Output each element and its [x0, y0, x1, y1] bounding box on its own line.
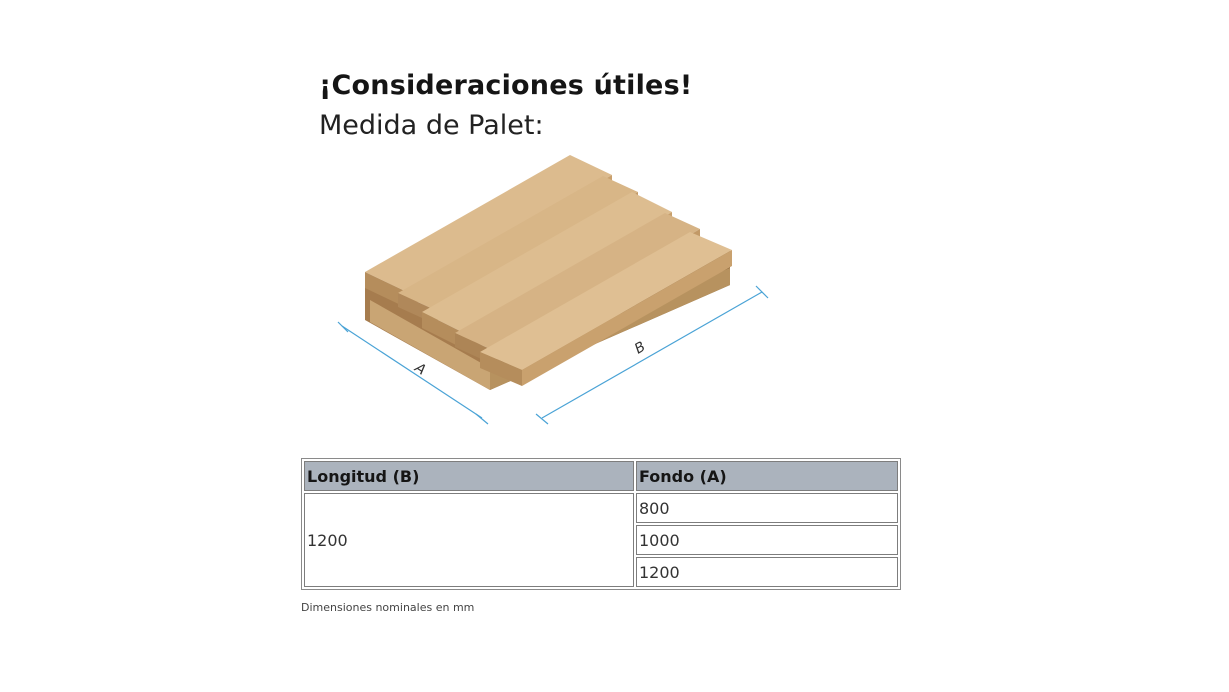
- cell-fondo-2: 1000: [636, 525, 898, 555]
- cell-fondo-1: 800: [636, 493, 898, 523]
- dimension-a-label: A: [411, 359, 429, 379]
- dimension-b-label: B: [632, 338, 649, 358]
- table-row: [304, 493, 898, 523]
- cell-fondo-3: 1200: [636, 557, 898, 587]
- page-title: ¡Consideraciones útiles!: [319, 70, 693, 101]
- header-longitud: Longitud (B): [304, 461, 634, 491]
- pallet-slats: [365, 155, 732, 386]
- pallet-illustration: [330, 150, 780, 430]
- pallet-dimensions-table: [301, 458, 901, 590]
- units-note: Dimensiones nominales en mm: [301, 601, 475, 614]
- page-subtitle: Medida de Palet:: [319, 110, 544, 141]
- table-header-row: [304, 461, 898, 491]
- header-fondo: Fondo (A): [636, 461, 898, 491]
- cell-longitud: 1200: [304, 493, 634, 587]
